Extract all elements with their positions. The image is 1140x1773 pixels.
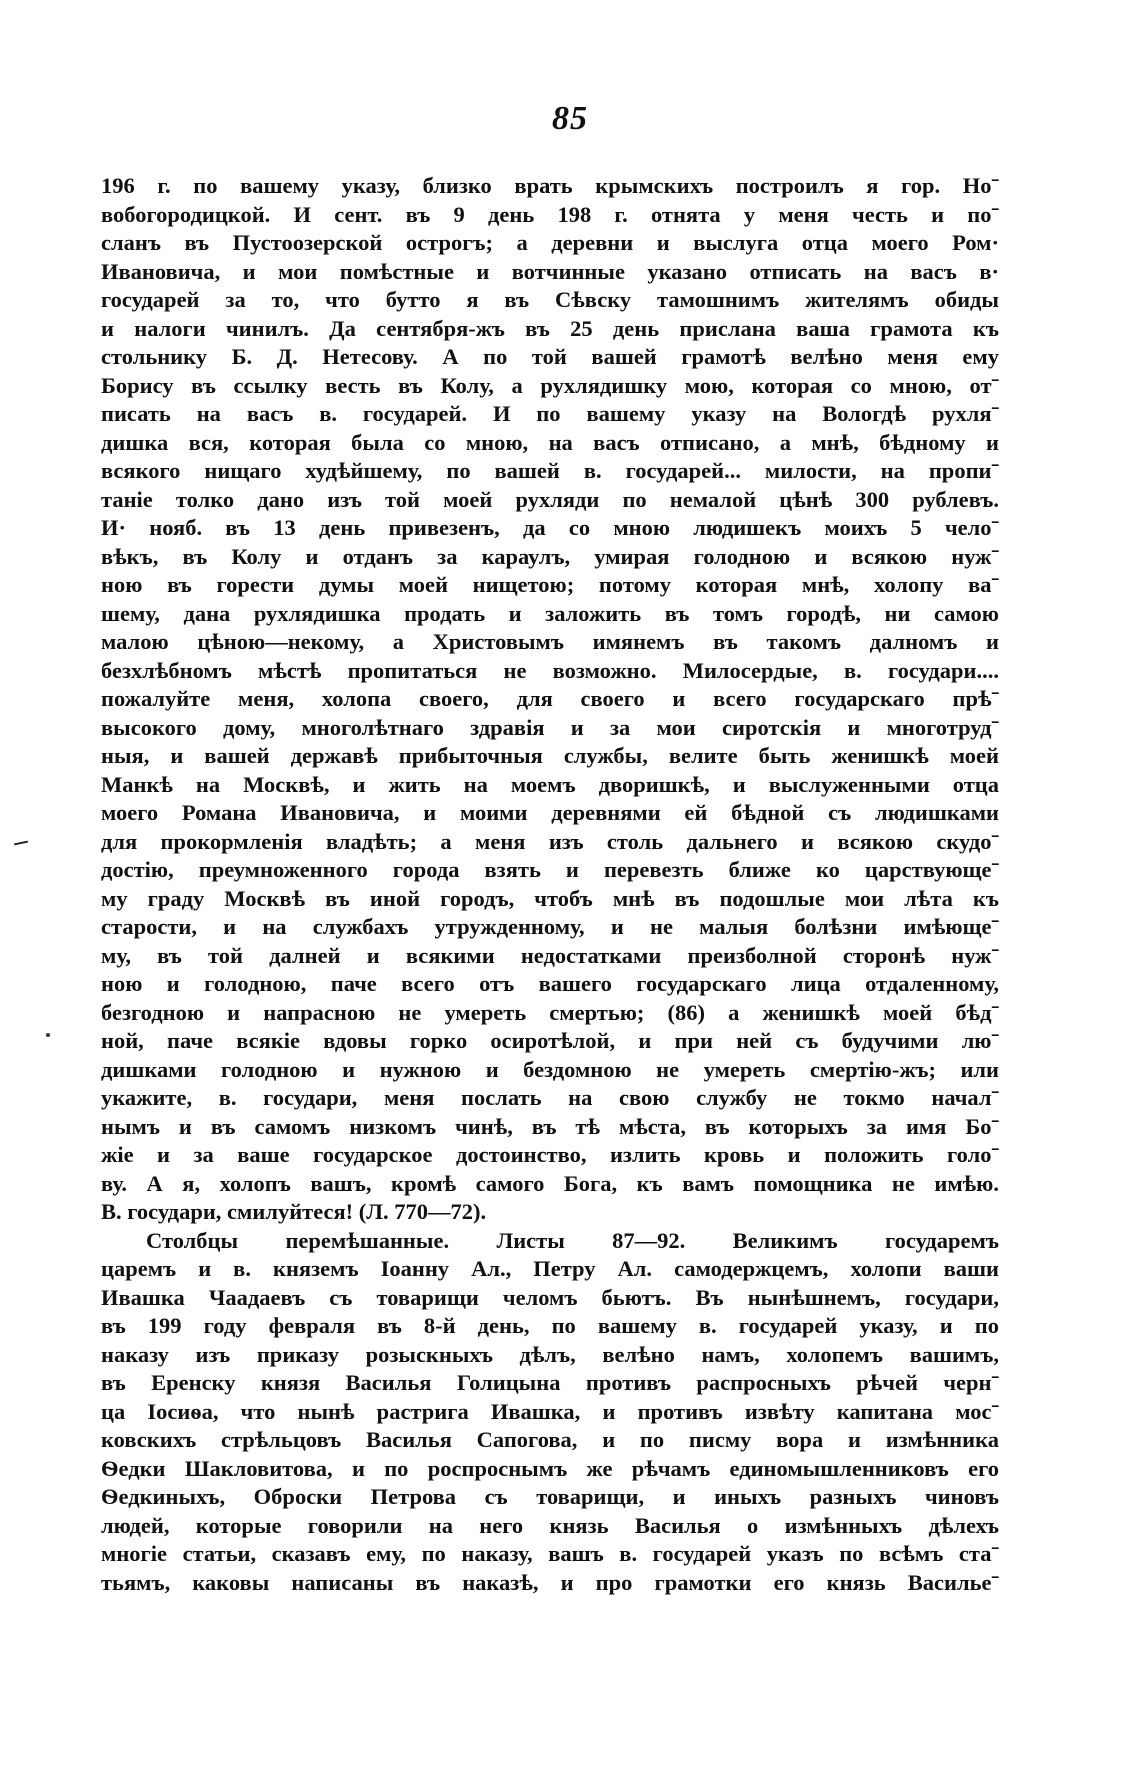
text-line: достію, преумноженного города взять и перевезть ближе ко царствующеˉ (101, 857, 999, 882)
text-line: дишками голодною и нужною и бездомною не умереть смертію-жъ; или (101, 1056, 999, 1082)
text-line: ца Іосиѳа, что нынѣ растрига Ивашка, и противъ извѣту капитана мосˉ (101, 1398, 999, 1424)
text-line: сланъ въ Пустоозерской острогъ; а деревни и выслуга отца моего Ром· (101, 230, 999, 255)
text-line: ною и голодною, паче всего отъ вашего государскаго лица отдаленному, (101, 971, 999, 996)
text-line: моего Романа Ивановича, и моими деревнями ей бѣдной съ людишками (101, 800, 999, 825)
text-line: наказу изъ приказу розыскныхъ дѣлъ, велѣно намъ, холопемъ вашимъ, (101, 1341, 999, 1367)
text-line: царемъ и в. княземъ Іоанну Ал., Петру Ал. самодержцемъ, холопи ваши (101, 1256, 999, 1281)
text-line: жіе и за ваше государское достоинство, излить кровь и положить голоˉ (101, 1142, 999, 1167)
text-line: и налоги чинилъ. Да сентября-жъ въ 25 день прислана ваша грамота къ (101, 315, 999, 341)
text-line: вѣкъ, въ Колу и отданъ за караулъ, умирая голодною и всякою нужˉ (101, 543, 999, 569)
text-line: ву. А я, холопъ вашъ, кромѣ самого Бога, къ вамъ помощника не имѣю. (101, 1170, 999, 1196)
text-line: въ Еренску князя Василья Голицына противъ распросныхъ рѣчей чернˉ (101, 1370, 999, 1395)
text-line: ныя, и вашей державѣ прибыточныя службы, велите быть женишкѣ моей (101, 743, 999, 768)
text-line: шему, дана рухлядишка продать и заложить въ томъ городѣ, ни самою (101, 600, 999, 626)
text-line: ною въ горести думы моей нищетою; потому которая мнѣ, холопу ваˉ (101, 572, 999, 597)
text-line: укажите, в. государи, меня послать на свою службу не токмо началˉ (101, 1085, 999, 1110)
text-line: ной, паче всякіе вдовы горко осиротѣлой, и при ней съ будучими люˉ (101, 1028, 999, 1053)
text-line: Ивановича, и мои помѣстные и вотчинные указано отписать на васъ в· (101, 258, 999, 284)
text-line: Ѳедки Шакловитова, и по роспроснымъ же рѣчамъ единомышленниковъ его (101, 1455, 999, 1481)
text-line: тьямъ, каковы написаны въ наказѣ, и про грамотки его князь Васильеˉ (101, 1569, 999, 1595)
text-line: И· нояб. въ 13 день привезенъ, да со мною людишекъ моихъ 5 челоˉ (101, 515, 999, 540)
ink-speck (46, 1033, 50, 1037)
text-line: безхлѣбномъ мѣстѣ пропитаться не возможно. Милосердые, в. государи.... (101, 657, 999, 683)
text-line: му граду Москвѣ въ иной городъ, чтобъ мнѣ въ подошлые мои лѣта къ (101, 885, 999, 911)
text-line: Борису въ ссылку весть въ Колу, а рухлядишку мою, которая со мною, отˉ (101, 372, 999, 398)
text-line: пожалуйте меня, холопа своего, для своего и всего государскаго прѣˉ (101, 686, 999, 711)
text-line: многіе статьи, сказавъ ему, по наказу, вашъ в. государей указъ по всѣмъ стаˉ (101, 1541, 999, 1566)
text-line: дишка вся, которая была со мною, на васъ отписано, а мнѣ, бѣдному и (101, 429, 999, 455)
text-line: му, въ той далней и всякими недостатками преизболной сторонѣ нужˉ (101, 942, 999, 968)
text-line: В. государи, смилуйтеся! (Л. 770—72). (101, 1199, 487, 1224)
text-line: въ 199 году февраля въ 8-й день, по вашему в. государей указу, и по (101, 1313, 999, 1338)
text-line: вобогородицкой. И сент. въ 9 день 198 г. отнята у меня честь и поˉ (101, 201, 999, 227)
text-line: высокого дому, многолѣтнаго здравія и за мои сиротскія и многотрудˉ (101, 714, 999, 740)
text-line: Манкѣ на Москвѣ, и жить на моемъ дворишкѣ, и выслуженными отца (101, 771, 999, 797)
text-line: людей, которые говорили на него князь Василья о измѣнныхъ дѣлехъ (101, 1512, 999, 1538)
body-text (101, 172, 999, 1597)
text-line: государей за то, что бутто я въ Сѣвску тамошнимъ жителямъ обиды (101, 287, 999, 312)
text-line: таніе толко дано изъ той моей рухляди по немалой цѣнѣ 300 рублевъ. (101, 486, 999, 512)
text-line: Ѳедкиныхъ, Оброски Петрова съ товарищи, и иныхъ разныхъ чиновъ (101, 1484, 999, 1509)
text-line: нымъ и въ самомъ низкомъ чинѣ, въ тѣ мѣста, въ которыхъ за имя Боˉ (101, 1113, 999, 1139)
text-line: для прокормленія владѣть; а меня изъ столь дальнего и всякою скудоˉ (101, 828, 999, 854)
text-line: стольнику Б. Д. Нетесову. А по той вашей грамотѣ велѣно меня ему (101, 344, 999, 369)
text-line: всякого нищаго худѣйшему, по вашей в. государей... милости, на пропиˉ (101, 458, 999, 483)
text-line: малою цѣною—некому, а Христовымъ имянемъ въ такомъ далномъ и (101, 629, 999, 654)
text-line: Столбцы перемѣшанные. Листы 87—92. Великимъ государемъ (146, 1227, 999, 1253)
text-line: Ивашка Чаадаевъ съ товарищи челомъ бьютъ. Въ нынѣшнемъ, государи, (101, 1284, 999, 1310)
text-line: безгодною и напрасною не умереть смертью; (86) а женишкѣ моей бѣдˉ (101, 999, 999, 1025)
text-line: старости, и на службахъ утружденному, и не малыя болѣзни имѣющеˉ (101, 914, 999, 939)
text-line: писать на васъ в. государей. И по вашему указу на Вологдѣ рухляˉ (101, 401, 999, 426)
text-line: ковскихъ стрѣльцовъ Василья Сапогова, и по писму вора и измѣнника (101, 1427, 999, 1452)
margin-mark (14, 841, 28, 846)
text-line: 196 г. по вашему указу, близко врать крымскихъ построилъ я гор. Ноˉ (101, 173, 999, 198)
page-number: 85 (552, 100, 588, 137)
